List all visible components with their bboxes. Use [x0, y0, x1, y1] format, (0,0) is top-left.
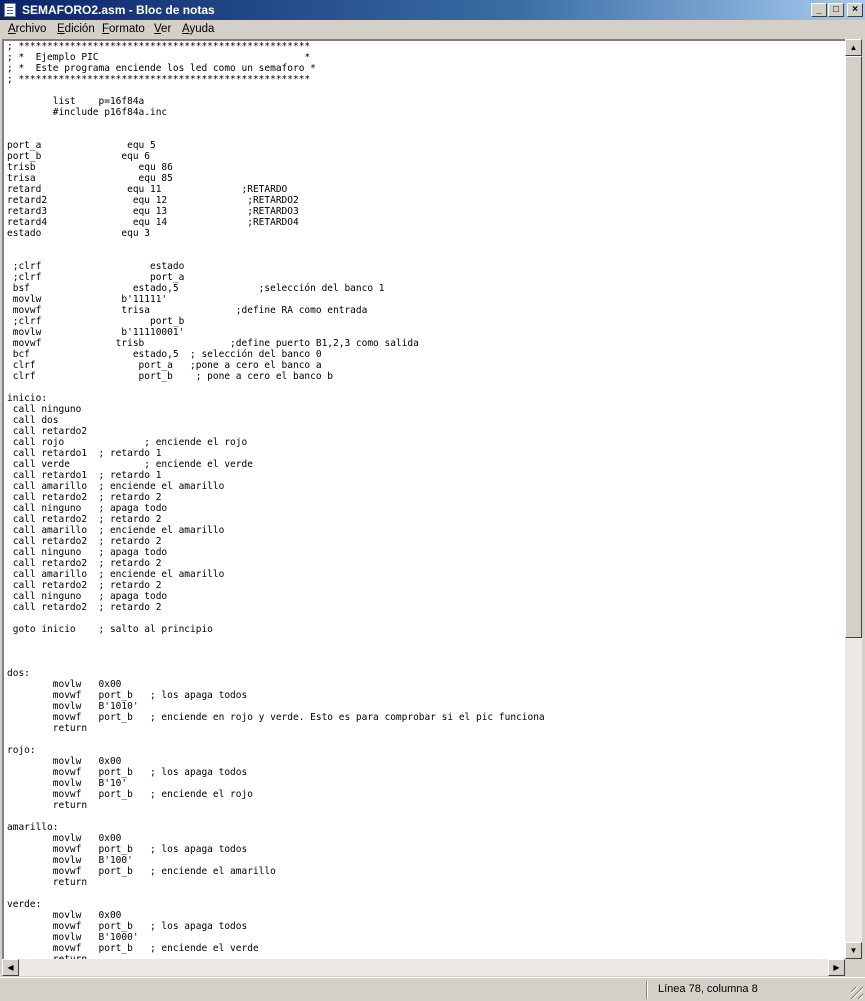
status-bar: [0, 977, 865, 1001]
menu-archivo[interactable]: Archivo: [8, 23, 47, 35]
menu-ver[interactable]: Ver: [154, 23, 172, 35]
scroll-down-button[interactable]: ▼: [845, 942, 862, 959]
scroll-right-button[interactable]: ▶: [828, 959, 845, 976]
notepad-icon: [4, 3, 16, 17]
menu-bar: [0, 20, 865, 39]
close-button[interactable]: ×: [847, 3, 863, 17]
text-editor[interactable]: [2, 39, 845, 959]
menu-formato[interactable]: Formato: [102, 23, 145, 35]
maximize-button[interactable]: □: [828, 3, 844, 17]
horizontal-scrollbar[interactable]: [2, 959, 845, 976]
resize-grip-icon[interactable]: [851, 987, 863, 999]
scrollbar-corner: [845, 959, 862, 976]
menu-ayuda[interactable]: Ayuda: [182, 23, 215, 35]
menu-edicion[interactable]: Edición: [57, 23, 95, 35]
cursor-position: Línea 78, columna 8: [658, 983, 758, 995]
vertical-scrollbar[interactable]: [845, 39, 862, 959]
scroll-left-button[interactable]: ◀: [2, 959, 19, 976]
minimize-button[interactable]: _: [811, 3, 827, 17]
status-divider: [646, 981, 647, 999]
window-title: SEMAFORO2.asm - Bloc de notas: [22, 3, 215, 17]
vertical-scroll-thumb[interactable]: [845, 56, 862, 638]
editor-text[interactable]: ; *************************************************** ; * Ejemplo PIC * ; * Este programa enciende los led como un semaforo * ; *************************************************** list p=16f84a #include p16f84a.inc port_a equ 5 port_b equ 6 trisb equ 86 trisa equ 85 retard equ 11 ;RETARDO retard2 equ 12 ;RETARDO2 retard3 equ 13 ;RETARDO3 retard4 equ 14 ;RETARDO4 estado equ 3 ;clrf estado ;clrf port_a bsf estado,5 ;selección del banco 1 movlw b'11111' movwf trisa ;define RA como entrada ;clrf port_b movlw b'11110001' movwf trisb ;define puerto B1,2,3 como salida bcf estado,5 ; selección del banco 0 clrf port_a ;pone a cero el banco a clrf port_b ; pone a cero el banco b inicio: call ninguno call dos call retardo2 call rojo ; enciende el rojo call retardo1 ; retardo 1 call verde ; enciende el verde call retardo1 ; retardo 1 call amarillo ; enciende el amarillo call retardo2 ; retardo 2 call ninguno ; apaga todo call retardo2 ; retardo 2 call amarillo ; enciende el amarillo call retardo2 ; retardo 2 call ninguno ; apaga todo call retardo2 ; retardo 2 call amarillo ; enciende el amarillo call retardo2 ; retardo 2 call ninguno ; apaga todo call retardo2 ; retardo 2 goto inicio ; salto al principio dos: movlw 0x00 movwf port_b ; los apaga todos movlw B'1010' movwf port_b ; enciende en rojo y verde. Esto es para comprobar si el pic funciona return rojo: movlw 0x00 movwf port_b ; los apaga todos movlw B'10' movwf port_b ; enciende el rojo return amarillo: movlw 0x00 movwf port_b ; los apaga todos movlw B'100' movwf port_b ; enciende el amarillo return verde: movlw 0x00 movwf port_b ; los apaga todos movlw B'1000' movwf port_b ; enciende el verde: [7, 41, 545, 954]
scroll-up-button[interactable]: ▲: [845, 39, 862, 56]
title-bar: [0, 0, 865, 20]
